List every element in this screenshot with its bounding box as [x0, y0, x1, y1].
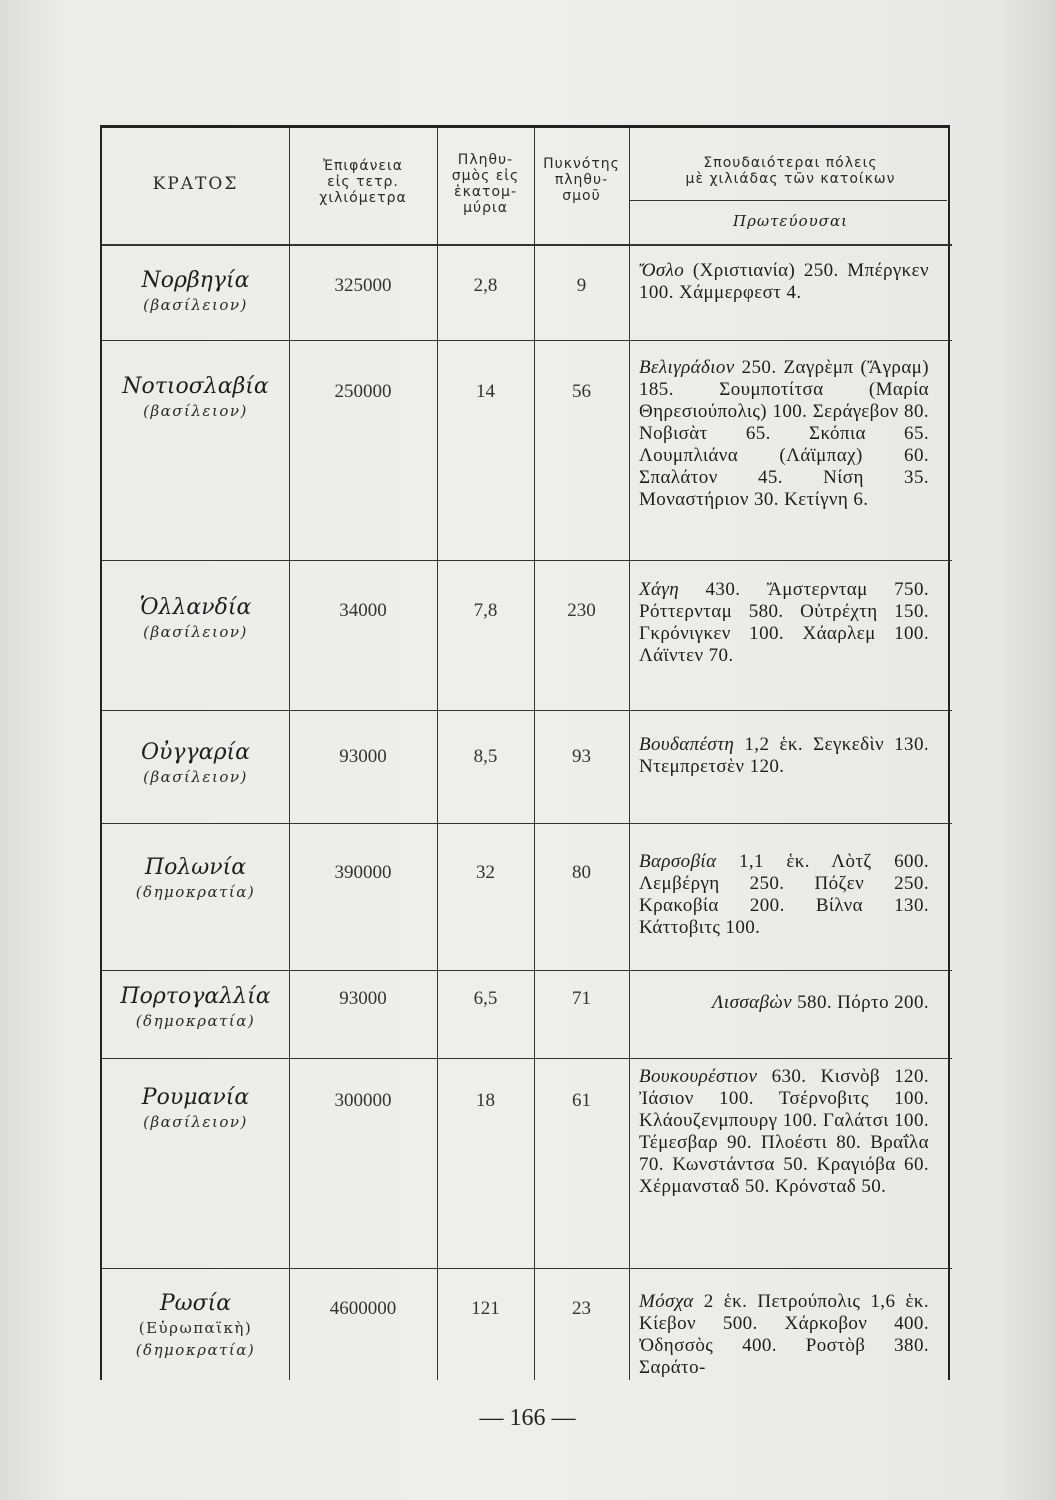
region-label: (Εὐρωπαϊκὴ) — [138, 1319, 253, 1337]
country-cell — [102, 268, 289, 316]
population-value: 18 — [476, 1090, 495, 1111]
row-separator — [102, 970, 952, 971]
population-value: 6,5 — [473, 988, 498, 1009]
country-name: Νορβηγία — [141, 268, 250, 293]
header-area: Ἐπιφάνεια εἰς τετρ. χιλιόμετρα — [319, 158, 407, 206]
row-separator — [102, 710, 952, 711]
country-cell — [102, 374, 289, 422]
density-value: 56 — [572, 381, 591, 402]
country-cell — [102, 1291, 289, 1361]
area-value: 93000 — [339, 746, 387, 767]
density-value: 61 — [572, 1090, 591, 1111]
government-type: (βασίλειον) — [143, 1113, 248, 1131]
row-separator — [102, 823, 952, 824]
area-value: 325000 — [334, 275, 392, 296]
cities-text: Βαρσοβία 1,1 ἑκ. Λὸτζ 600. Λεμβέργη 250. Πόζεν 250. Κρακοβία 200. Βίλνα 130. Κάττοβιτς 100. — [639, 851, 929, 938]
area-value: 34000 — [339, 600, 387, 621]
population-value: 8,5 — [473, 746, 498, 767]
country-cell — [102, 740, 289, 788]
capital-name: Ὄσλο — [639, 260, 685, 281]
government-type: (δημοκρατία) — [135, 1012, 256, 1030]
population-value: 32 — [476, 862, 495, 883]
country-name: Ρωσία — [159, 1291, 232, 1316]
header-subrule — [629, 200, 947, 201]
density-value: 9 — [576, 275, 587, 296]
density-value: 93 — [572, 746, 591, 767]
header-rule — [102, 244, 952, 246]
capital-name: Βαρσοβία — [639, 851, 717, 872]
government-type: (βασίλειον) — [143, 296, 248, 314]
cities-text: Βελιγράδιον 250. Ζαγρὲμπ (Ἄγραμ) 185. Σουμποτίτσα (Μαρία Θηρεσιούπολις) 100. Σεράγεβον 80. Νοβισὰτ 65. Σκόπια 65. Λουμπλιάνα (Λάϊμπαχ) 60. Σπαλάτον 45. Νίση 35. Μοναστήριον 30. Κετίγνη 6. — [639, 357, 929, 510]
country-name: Πολωνία — [144, 855, 247, 880]
government-type: (δημοκρατία) — [135, 883, 256, 901]
header-population: Πληθυ- σμὸς εἰς ἑκατομ- μύρια — [451, 152, 520, 216]
capital-name: Βουδαπέστη — [639, 734, 735, 755]
government-type: (βασίλειον) — [143, 623, 248, 641]
capital-name: Λισσαβὼν — [712, 992, 792, 1013]
area-value: 300000 — [334, 1090, 392, 1111]
row-separator — [102, 560, 952, 561]
density-value: 230 — [567, 600, 596, 621]
cities-text: Λισσαβὼν 580. Πόρτο 200. — [712, 992, 929, 1013]
capital-name: Μόσχα — [639, 1291, 694, 1312]
government-type: (δημοκρατία) — [135, 1341, 256, 1359]
capital-name: Βουκουρέστιον — [639, 1066, 758, 1087]
row-separator — [102, 1268, 952, 1269]
country-cell — [102, 855, 289, 903]
column-divider — [629, 128, 630, 1380]
header-kratos: ΚΡΑΤΟΣ — [152, 174, 239, 194]
area-value: 93000 — [339, 988, 387, 1009]
cities-text: Χάγη 430. Ἄμστερνταμ 750. Ρόττερνταμ 580. Οὐτρέχτη 150. Γκρόνιγκεν 100. Χάαρλεμ 100. Λάϊντεν 70. — [639, 579, 929, 666]
population-value: 7,8 — [473, 600, 498, 621]
density-value: 23 — [572, 1298, 591, 1319]
country-cell — [102, 1085, 289, 1133]
capital-name: Χάγη — [639, 579, 680, 600]
header-cities: Σπουδαιότεραι πόλεις μὲ χιλιάδας τῶν κατοίκων — [685, 155, 896, 187]
country-name: Νοτιοσλαβία — [122, 374, 269, 399]
page-number: — 166 — — [479, 1405, 576, 1431]
density-value: 71 — [572, 988, 591, 1009]
population-value: 121 — [471, 1298, 500, 1319]
area-value: 390000 — [334, 862, 392, 883]
density-value: 80 — [572, 862, 591, 883]
cities-text: Βουκουρέστιον 630. Κισνὸβ 120. Ἰάσιον 100. Τσέρνοβιτς 100. Κλάουζενμπουργ 100. Γαλάτσι 100. Τέμεσβαρ 90. Πλοέστι 80. Βραΐλα 70. Κωνστάντσα 50. Κραγιόβα 60. Χέρμανσταδ 50. Κρόνσταδ 50. — [639, 1066, 929, 1197]
population-value: 14 — [476, 381, 495, 402]
country-name: Πορτογαλλία — [120, 984, 271, 1009]
cities-text: Μόσχα 2 ἑκ. Πετρούπολις 1,6 ἑκ. Κίεβον 500. Χάρκοβον 400. Ὀδησσὸς 400. Ροστὸβ 380. Σαράτο- — [639, 1291, 929, 1378]
country-name: Οὐγγαρία — [141, 740, 250, 765]
capital-name: Βελιγράδιον — [639, 357, 735, 378]
row-separator — [102, 340, 952, 341]
country-name: Ρουμανία — [141, 1085, 250, 1110]
country-cell — [102, 595, 289, 643]
country-cell — [102, 984, 289, 1032]
header-capitals: Πρωτεύουσαι — [733, 212, 848, 230]
government-type: (βασίλειον) — [143, 768, 248, 786]
cities-text: Ὄσλο (Χριστιανία) 250. Μπέργκεν 100. Χάμμερφεστ 4. — [639, 260, 929, 303]
area-value: 250000 — [334, 381, 392, 402]
government-type: (βασίλειον) — [143, 402, 248, 420]
row-separator — [102, 1058, 952, 1059]
country-name: Ὁλλανδία — [139, 595, 252, 620]
countries-table — [100, 125, 950, 1380]
header-density: Πυκνότης πληθυ- σμοῦ — [543, 156, 620, 204]
area-value: 4600000 — [329, 1298, 397, 1319]
population-value: 2,8 — [473, 275, 498, 296]
cities-text: Βουδαπέστη 1,2 ἑκ. Σεγκεδὶν 130. Ντεμπρετσὲν 120. — [639, 734, 929, 777]
